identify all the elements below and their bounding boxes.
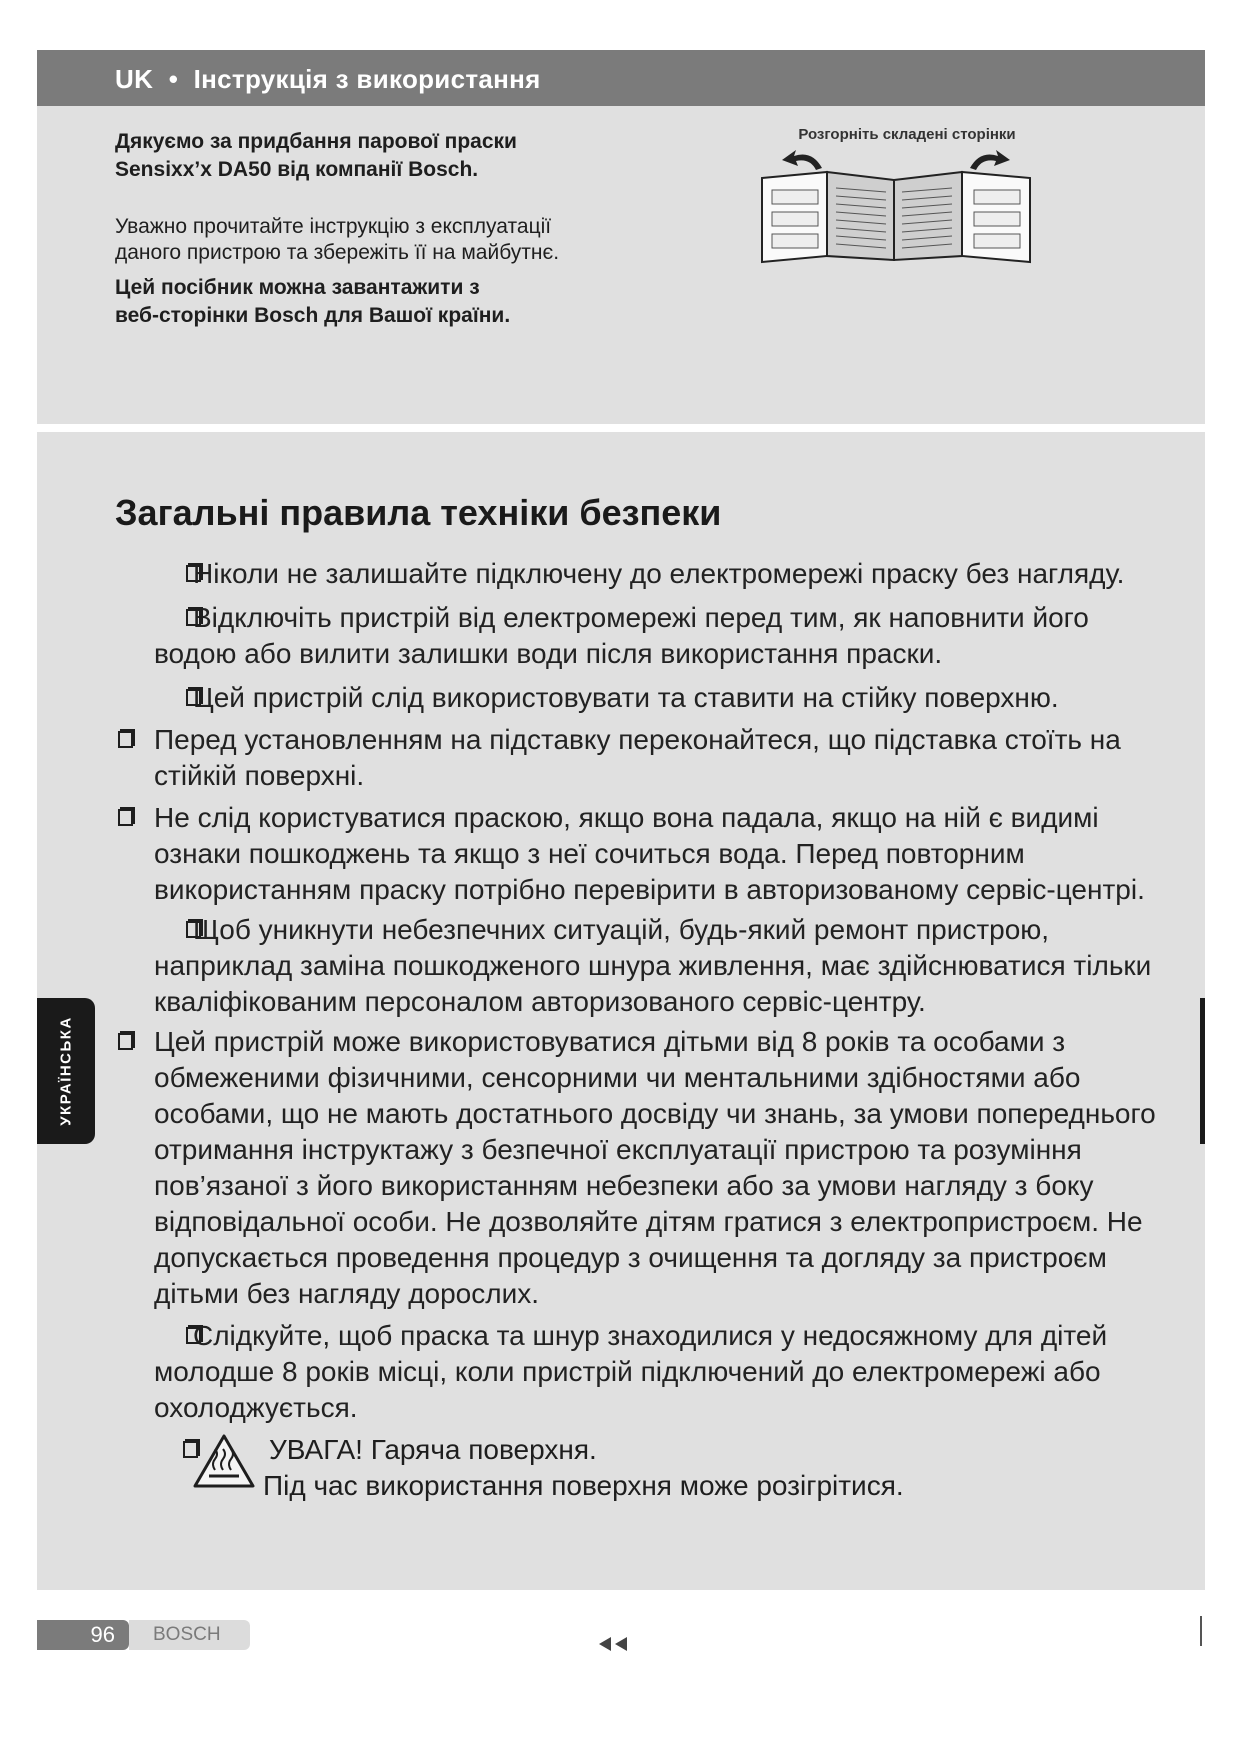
unfold-pages-illustration xyxy=(752,148,1042,268)
safety-rule: Перед установленням на підставку переконайтеся, що підставка стоїть на стійкій поверхні. xyxy=(154,722,1164,794)
language-side-tab xyxy=(37,998,95,1144)
checkbox-bullet-icon xyxy=(186,1327,201,1344)
checkbox-bullet-icon xyxy=(118,1033,133,1050)
checkbox-bullet-icon xyxy=(118,809,133,826)
safety-rule: Щоб уникнути небезпечних ситуацій, будь-який ремонт пристрою, наприклад заміна пошкодженого шнура живлення, має здійснюватися тільки кваліфікованим персоналом авторизованого сервіс-центру. xyxy=(154,914,1152,1017)
checkbox-bullet-icon xyxy=(186,689,201,706)
careful-line-1: Уважно прочитайте інструкцію з експлуатації xyxy=(115,215,552,238)
thanks-line-2: Sensixx’x DA50 від компанії Bosch. xyxy=(115,158,479,181)
thanks-line-1: Дякуємо за придбання парової праски xyxy=(115,130,517,153)
manual-title: Інструкція з використання xyxy=(193,64,541,94)
safety-rule: Слідкуйте, щоб праска та шнур знаходилися у недосяжному для дітей молодше 8 років місці, коли пристрій підключений до електромережі або охолоджується. xyxy=(154,1320,1108,1423)
warning-text: Під час використання поверхня може розігрітися. xyxy=(263,1470,904,1501)
checkbox-bullet-icon xyxy=(186,565,201,582)
header-separator: • xyxy=(168,64,179,94)
page-nav-arrows-icon xyxy=(597,1636,631,1652)
safety-rule: Ніколи не залишайте підключену до електромережі праску без нагляду. xyxy=(154,556,1164,592)
careful-paragraph xyxy=(115,214,635,266)
checkbox-bullet-icon xyxy=(186,609,201,626)
intro-panel xyxy=(37,106,1205,424)
page-header-title xyxy=(115,64,541,95)
page-number: 96 xyxy=(37,1620,129,1650)
language-tab-label: УКРАЇНСЬКА xyxy=(57,1016,75,1126)
safety-rule: Не слід користуватися праскою, якщо вона падала, якщо на ній є видимі ознаки пошкоджень та якщо з неї сочиться вода. Перед повторним використанням праску потрібно перевірити в авторизованому сервіс-центрі. xyxy=(154,800,1164,908)
section-divider xyxy=(37,424,1205,432)
right-edge-marker xyxy=(1200,998,1205,1144)
careful-line-2: даного пристрою та збережіть її на майбутнє. xyxy=(115,241,560,264)
download-line-2: веб-сторінки Bosch для Вашої країни. xyxy=(115,304,511,327)
footer-edge-marker xyxy=(1200,1616,1202,1646)
safety-rule: Цей пристрій слід використовувати та ставити на стійку поверхню. xyxy=(154,680,1164,716)
safety-panel xyxy=(37,432,1205,1590)
header-bar xyxy=(37,50,1205,106)
hot-surface-icon xyxy=(191,1432,257,1492)
checkbox-bullet-icon xyxy=(186,921,201,938)
safety-rule: Відключіть пристрій від електромережі перед тим, як наповнити його водою або вилити залишки води після використання праски. xyxy=(154,602,1089,669)
warning-title: УВАГА! Гаряча поверхня. xyxy=(269,1434,597,1465)
footer-brand: BOSCH xyxy=(129,1620,250,1650)
unfold-pages-label: Розгорніть складені сторінки xyxy=(798,126,1016,143)
thanks-paragraph xyxy=(115,128,635,184)
download-paragraph xyxy=(115,274,635,330)
download-line-1: Цей посібник можна завантажити з xyxy=(115,276,480,299)
checkbox-bullet-icon xyxy=(118,731,133,748)
language-code: UK xyxy=(115,64,154,94)
safety-rule: Цей пристрій може використовуватися дітьми від 8 років та особами з обмеженими фізичними, сенсорними чи ментальними здібностями або особами, що не мають достатнього досвіду чи знань, за умови попереднього отримання інструктажу з безпечної експлуатації пристрою та розуміння пов’язаної з його використанням небезпеки або за умови нагляду з боку відповідальної особи. Не дозволяйте дітям гратися з електропристроєм. Не допускається проведення процедур з очищення та догляду за пристроєм дітьми без нагляду дорослих. xyxy=(154,1024,1164,1312)
safety-heading: Загальні правила техніки безпеки xyxy=(115,492,722,533)
